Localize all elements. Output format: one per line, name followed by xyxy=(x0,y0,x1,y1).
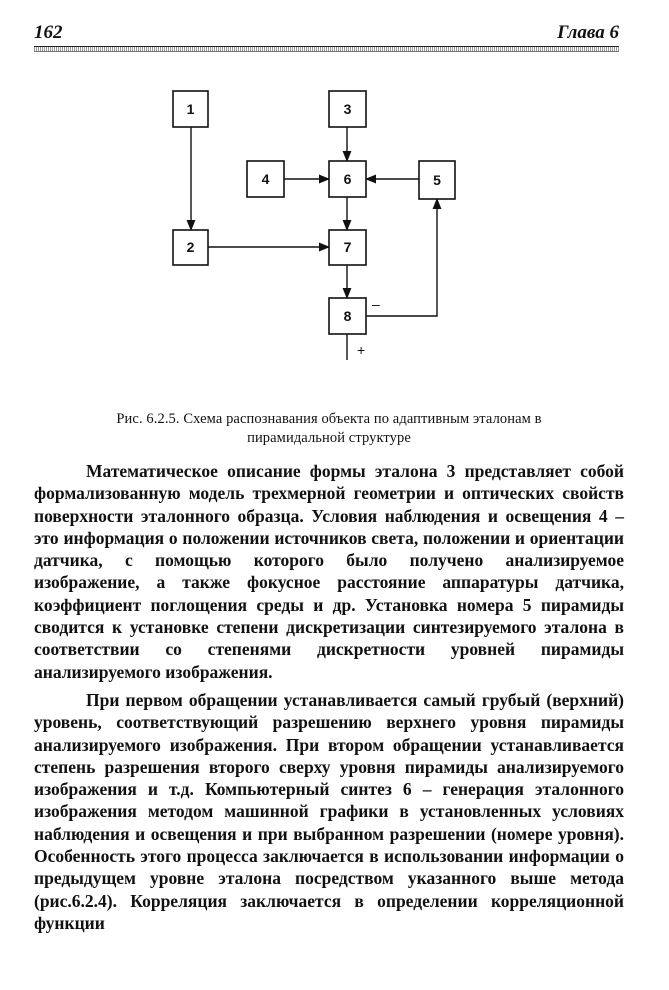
block-4 xyxy=(247,161,284,197)
block-1 xyxy=(173,91,208,127)
paragraph-1: Математическое описание формы эталона 3 представляет собой формализованную модель трехмерной геометрии и оптических свойств поверхности эталонного образца. Условия наблюдения и освещения 4 – это информация о положении источников света, положении и ориентации датчика, с помощью которого было получено анализируемое изображение, а также фокусное расстояние аппаратуры датчика, коэффициент поглощения среды и др. Установка номера 5 пирамиды сводится к установке степени дискретизации синтезируемого эталона в соответствии со степенями дискретности уровней пирамиды анализируемого изображения. xyxy=(34,461,624,682)
block-4-label: 4 xyxy=(261,171,270,187)
paragraph-2: При первом обращении устанавливается самый грубый (верхний) уровень, соответствующий разрешению верхнего уровня пирамиды анализируемого изображения. При втором обращении устанавливается степень разрешения второго сверху уровня пирамиды анализируемого изображения и т.д. Компьютерный синтез 6 – генерация эталонного изображения методом машинной графики в установленных условиях наблюдения и освещения и при выбранном разрешении (номере уровня). Особенность этого процесса заключается в использовании информации о предыдущем уровне эталона посредством указанного выше метода (рис.6.2.4). Корреляция заключается в определении корреляционной функции xyxy=(34,689,624,933)
page-number: 162 xyxy=(34,22,63,43)
block-6 xyxy=(329,161,366,197)
caption-line-2: пирамидальной структуре xyxy=(247,430,411,446)
block-5-label: 5 xyxy=(433,172,441,188)
plus-sign: + xyxy=(357,342,366,358)
block-1-label: 1 xyxy=(186,101,195,117)
block-7 xyxy=(329,230,366,265)
chapter-title: Глава 6 xyxy=(557,22,619,43)
block-5 xyxy=(419,161,455,199)
block-8-label: 8 xyxy=(343,308,352,324)
block-3-label: 3 xyxy=(343,101,352,117)
block-2 xyxy=(173,230,208,265)
block-2-label: 2 xyxy=(186,239,195,255)
figure-caption xyxy=(34,410,624,448)
caption-line-1: Рис. 6.2.5. Схема распознавания объекта по адаптивным эталонам в xyxy=(116,411,542,427)
block-3 xyxy=(329,91,366,127)
body-text xyxy=(34,460,624,934)
block-diagram xyxy=(0,0,669,400)
block-7-label: 7 xyxy=(343,239,352,255)
minus-sign: – xyxy=(372,296,380,312)
block-6-label: 6 xyxy=(343,171,352,187)
block-8 xyxy=(329,298,366,334)
